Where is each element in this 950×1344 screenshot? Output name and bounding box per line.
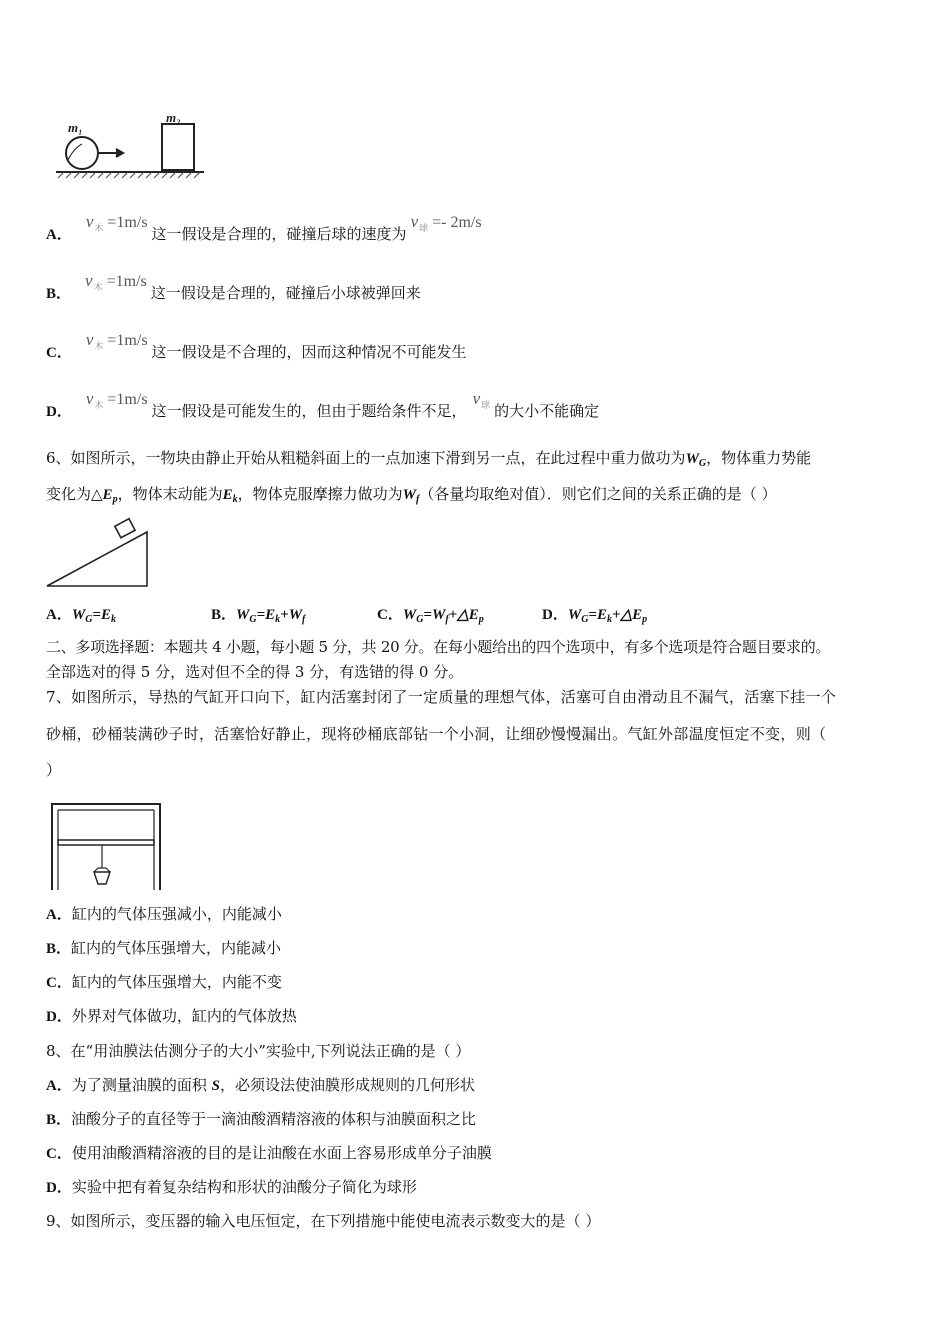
- q8-stem: 8、在“用油膜法估测分子的大小”实验中,下列说法正确的是（ ）: [46, 1042, 471, 1060]
- q6-option-d[interactable]: D．$W_G=E_k+\triangle E_p$: [542, 607, 648, 625]
- cylinder-figure: [46, 800, 166, 892]
- piston: [58, 840, 154, 845]
- formula-v-ball: $v_球 =- 2m/s$: [410, 212, 482, 233]
- q7-stem-line3: ）: [46, 761, 62, 779]
- q7-stem-line1: 7、如图所示，导热的气缸开口向下，缸内活塞封闭了一定质量的理想气体，活塞可自由滑动且不漏气，活塞下挂一个: [46, 688, 837, 706]
- sand-bucket: [94, 872, 110, 884]
- q6-stem-line1: 6、如图所示，一物块由静止开始从粗糙斜面上的一点加速下滑到另一点，在此过程中重力做功为$W_G$，物体重力势能: [46, 449, 812, 469]
- formula-v-ball: $v_球$: [472, 389, 491, 410]
- ball-m1: [66, 137, 98, 169]
- q7-option-b[interactable]: B．缸内的气体压强增大，内能减小: [46, 939, 282, 957]
- section2-instructions-line1: 二、多项选择题：本题共 4 小题，每小题 5 分，共 20 分。在每小题给出的四个选项中，有多个选项是符合题目要求的。: [46, 638, 831, 656]
- q8-option-c[interactable]: C．使用油酸酒精溶液的目的是让油酸在水面上容易形成单分子油膜: [46, 1144, 492, 1162]
- q6-option-b[interactable]: B．$W_G=E_k+W_f$: [211, 607, 306, 625]
- collision-figure: [52, 110, 212, 185]
- section2-instructions-line2: 全部选对的得 5 分，选对但不全的得 3 分，有选错的得 0 分。: [46, 663, 464, 681]
- q9-stem: 9、如图所示，变压器的输入电压恒定，在下列措施中能使电流表示数变大的是（ ）: [46, 1212, 601, 1230]
- q6-stem-line2: 变化为$\triangle E_p$，物体末动能为$E_k$，物体克服摩擦力做功为$W_f$（各量均取绝对值）．则它们之间的关系正确的是（ ）: [46, 485, 777, 505]
- q5-option-d[interactable]: D．$v_木 =1m/s$这一假设是可能发生的，但由于题给条件不足，$v_球$ 的大小不能确定: [46, 389, 600, 420]
- q7-option-c[interactable]: C．缸内的气体压强增大，内能不变: [46, 973, 282, 991]
- q8-option-b[interactable]: B．油酸分子的直径等于一滴油酸酒精溶液的体积与油膜面积之比: [46, 1110, 477, 1128]
- cylinder-wall: [52, 804, 160, 890]
- sliding-block: [115, 519, 135, 538]
- q6-option-c[interactable]: C．$W_G=W_f+\triangle E_p$: [377, 607, 484, 625]
- q8-option-d[interactable]: D．实验中把有着复杂结构和形状的油酸分子简化为球形: [46, 1178, 417, 1196]
- q8-option-a[interactable]: A．为了测量油膜的面积 S，必须设法使油膜形成规则的几何形状: [46, 1076, 475, 1094]
- label-m2: m₂: [166, 110, 181, 125]
- q6-option-a[interactable]: A．$W_G=E_k$: [46, 607, 116, 625]
- q5-option-b[interactable]: B．$v_木 =1m/s$这一假设是合理的，碰撞后小球被弹回来: [46, 271, 421, 302]
- incline-figure: [44, 514, 154, 590]
- q5-option-a[interactable]: A．$v_木 =1m/s$这一假设是合理的，碰撞后球的速度为$v_球 =- 2m/s$: [46, 212, 482, 243]
- block-m2: [162, 124, 194, 170]
- q7-option-d[interactable]: D．外界对气体做功，缸内的气体放热: [46, 1007, 297, 1025]
- formula-v-wood: $v_木 =1m/s$: [85, 389, 148, 410]
- formula-v-wood: $v_木 =1m/s$: [85, 330, 148, 351]
- formula-v-wood: $v_木 =1m/s$: [85, 271, 147, 292]
- q5-option-c[interactable]: C．$v_木 =1m/s$这一假设是不合理的，因而这种情况不可能发生: [46, 330, 467, 361]
- label-m1: m₁: [68, 120, 83, 135]
- formula-v-wood: $v_木 =1m/s$: [85, 212, 148, 233]
- q7-stem-line2: 砂桶，砂桶装满砂子时，活塞恰好静止，现将砂桶底部钻一个小洞，让细砂慢慢漏出。气缸外部温度恒定不变，则（: [46, 725, 827, 743]
- q7-option-a[interactable]: A．缸内的气体压强减小，内能减小: [46, 905, 282, 923]
